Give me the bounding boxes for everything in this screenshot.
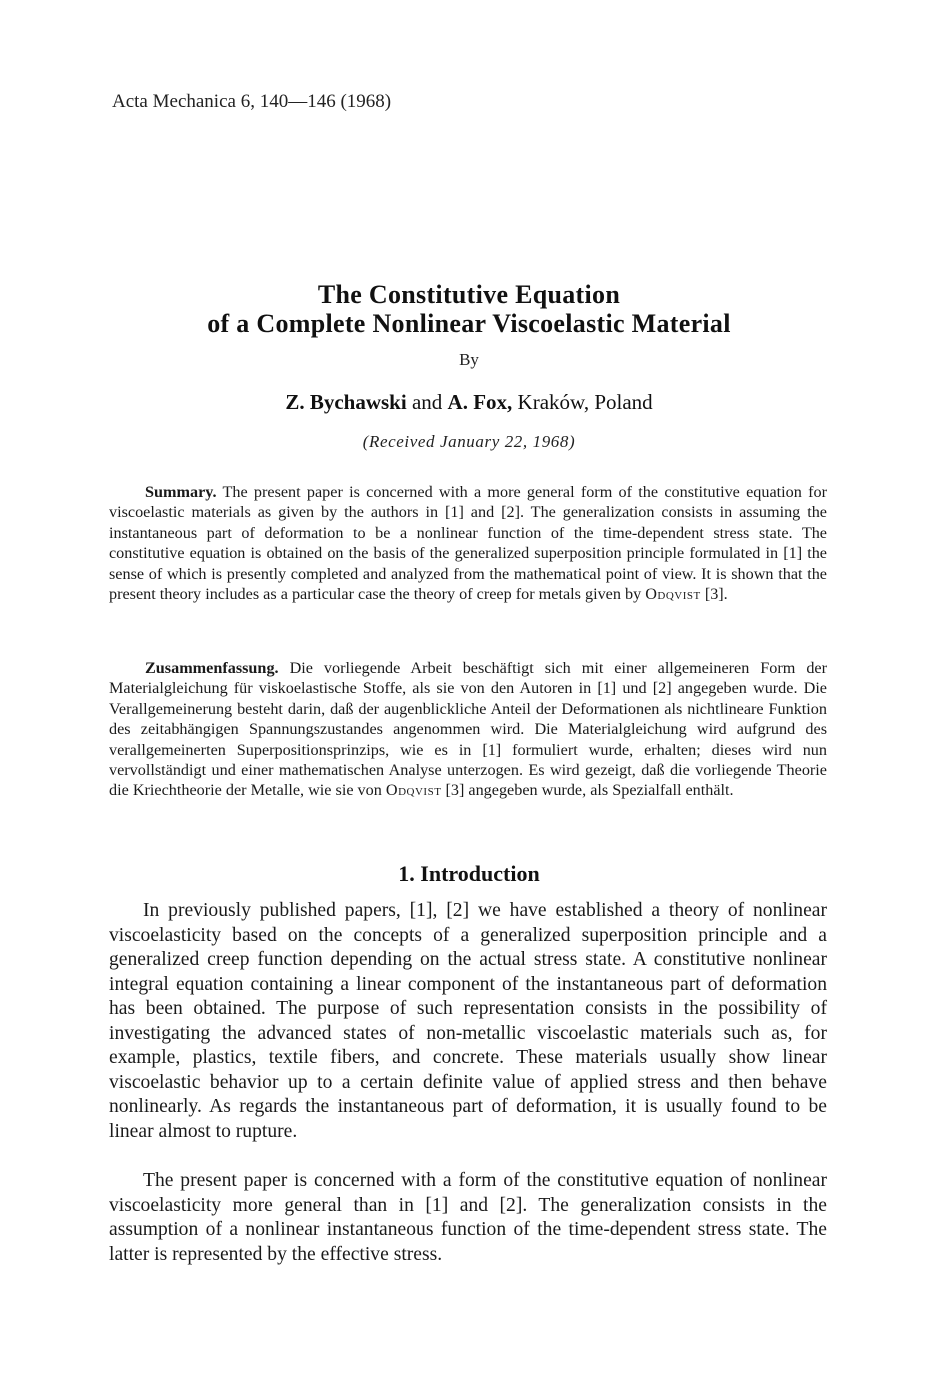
journal-citation: Acta Mechanica 6, 140—146 (1968) — [112, 91, 392, 112]
received-date: (Received January 22, 1968) — [362, 432, 576, 451]
summary-abstract — [109, 482, 827, 604]
title-line-2: of a Complete Nonlinear Viscoelastic Material — [207, 309, 731, 338]
by-label: By — [459, 350, 479, 369]
title-line-1: The Constitutive Equation — [317, 280, 621, 309]
summary-author-ref: Odqvist — [645, 585, 701, 604]
author-1: Z. Bychawski — [285, 390, 407, 414]
author-location: Kraków, Poland — [512, 390, 653, 414]
intro-paragraph-2: The present paper is concerned with a form of the constitutive equation of nonlinear viscoelasticity more general than in [1] and [2]. The generalization consists in the assumption of a nonlinear instantaneous function of the time-dependent stress state. The latter is represented by the effective stress. — [109, 1170, 827, 1265]
zusammenfassung-tail: [3] angegeben wurde, als Spezialfall enthält. — [441, 781, 734, 800]
summary-lead: Summary. — [145, 483, 217, 501]
german-abstract — [109, 658, 827, 801]
zusammenfassung-text: Die vorliegende Arbeit beschäftigt sich mit einer allgemeineren Form der Materialgleichung für viskoelastische Stoffe, als sie von den Autoren in [1] und [2] angegeben wurde. Die Verallgemeinerung besteht darin, daß der augenblickliche Anteil der Deformationen als nichtlineare Funktion des zeitabhängigen Spannungszustandes angenommen wird. Die Materialgleichung wird aufgrund des verallgemeinerten Superpositionsprinzips, wie es in [1] formuliert wurde, erhalten; dieses wird nun vervollständigt und einer mathematischen Analyse unterzogen. Es wird gezeigt, daß die vorliegende Theorie die Kriechtheorie der Metalle, wie sie von — [109, 659, 827, 800]
authors-line — [0, 390, 938, 415]
paper-title — [0, 280, 938, 338]
intro-paragraph-1: In previously published papers, [1], [2] we have established a theory of nonlinear viscoelasticity based on the concepts of a generalized superposition principle and a generalized creep function depending on the actual stress state. A constitutive nonlinear integral equation containing a linear component of the instantaneous part of deformation has been obtained. The purpose of such representation consists in the possibility of investigating the advanced states of non-metallic viscoelastic materials such as, for example, plastics, textile fibers, and concrete. These materials usually show linear viscoelastic behavior up to a certain definite value of applied stress and then behave nonlinearly. As regards the instantaneous part of deformation, it is usually found to be linear almost to rupture. — [109, 900, 827, 1142]
author-conjunction: and — [406, 390, 448, 414]
section-heading: 1. Introduction — [398, 861, 540, 886]
summary-tail: [3]. — [700, 585, 728, 604]
zusammenfassung-lead: Zusammenfassung. — [145, 659, 279, 677]
summary-text: The present paper is concerned with a more general form of the constitutive equation for viscoelastic materials as given by the authors in [1] and [2]. The generalization consists in assuming the instantaneous part of deformation to be a nonlinear function of the time-dependent stress state. The constitutive equation is obtained on the basis of the generalized superposition principle formulated in [1] the sense of which is presently completed and analyzed from the mathematical point of view. It is shown that the present theory includes as a particular case the theory of creep for metals given by — [109, 483, 827, 604]
zusammenfassung-author-ref: Odqvist — [385, 781, 442, 800]
author-2: A. Fox, — [447, 390, 513, 414]
